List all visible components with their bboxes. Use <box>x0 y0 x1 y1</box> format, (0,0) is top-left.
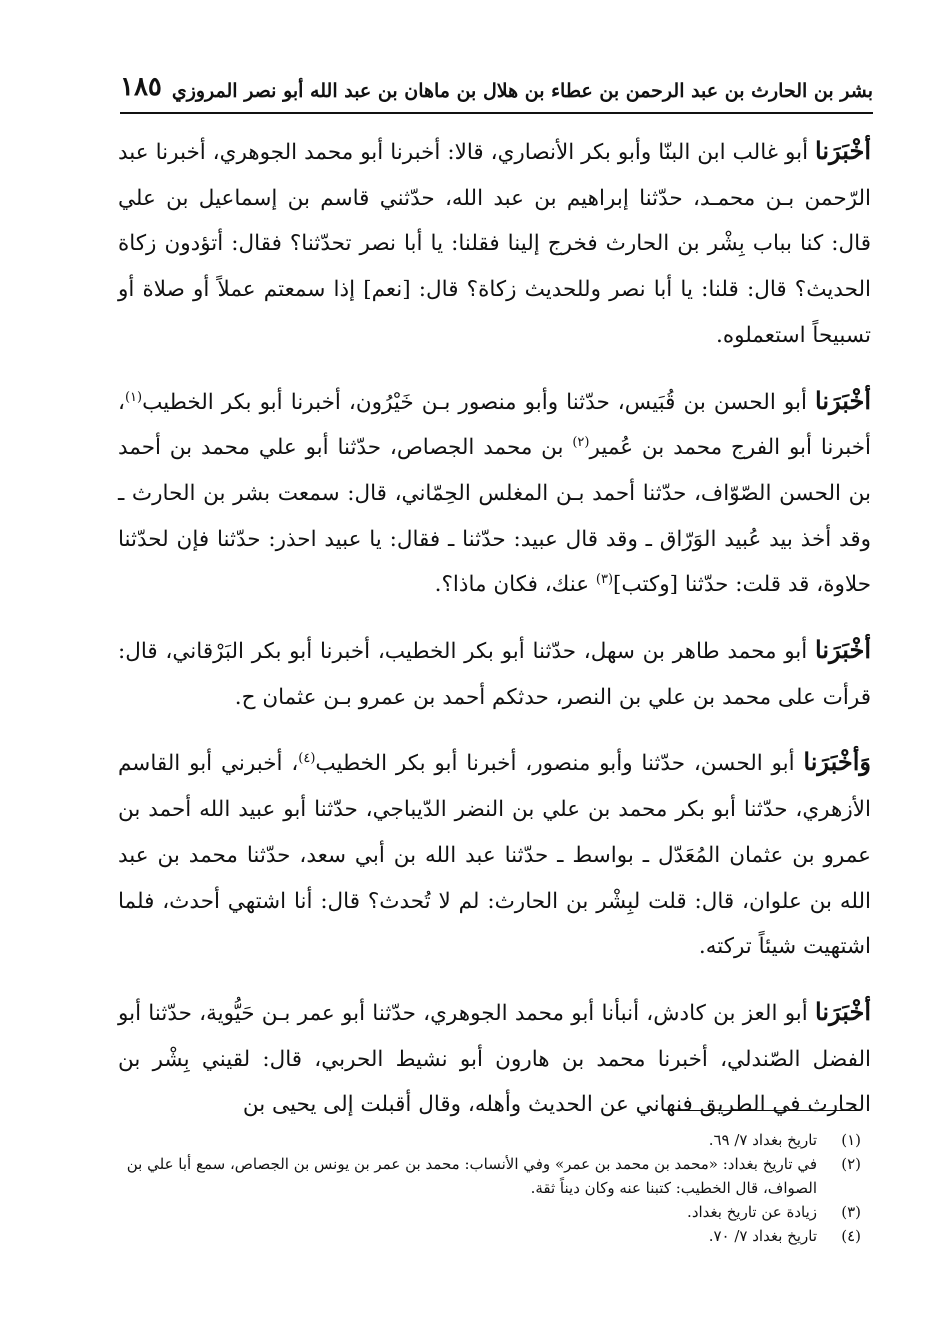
paragraph-lead: وَأخْبَرَنا <box>803 747 871 777</box>
footnote-text: زيادة عن تاريخ بغداد. <box>687 1203 817 1221</box>
footnote-ref-3: (٣) <box>595 572 614 588</box>
paragraph-2 <box>118 378 871 609</box>
footnote-separator <box>678 1110 858 1111</box>
footnotes <box>118 1128 861 1248</box>
footnote-ref-2: (٢) <box>572 435 590 451</box>
footnote-ref-4: (٤) <box>298 751 316 767</box>
footnote-number: (٣) <box>841 1203 861 1221</box>
page-number: ١٨٥ <box>120 72 162 102</box>
paragraph-text: بن محمد الجصاص، حدّثنا أبو علي محمد بن أحمد بن الحسن الصّوّاف، حدّثنا أحمد بـن المغلس الحِمّاني، قال: سمعت بشر بن الحارث ـ وقد أخذ بيد عُبيد الوَرّاق ـ وقد قال عبيد: حدّثنا ـ فقال: يا عبيد احذر: حدّثنا فإن لحدّثنا حلاوة، قد قلت: حدّثنا [وكتب] <box>118 435 871 598</box>
paragraph-4 <box>118 739 871 970</box>
footnote-text: في تاريخ بغداد: «محمد بن محمد بن عمر» وفي الأنساب: محمد بن عمر بن يونس بن الجصاص، سمع أبا علي بن الصواف، قال الخطيب: كتبنا عنه وكان ديناً ثقة. <box>126 1155 817 1197</box>
paragraph-text: أبو الحسن بن قُبَيس، حدّثنا وأبو منصور بـن خَيْرُون، أخبرنا أبو بكر الخطيب <box>142 389 816 415</box>
paragraph-lead: أخْبَرَنا <box>815 635 871 665</box>
footnote-number: (٢) <box>841 1155 861 1173</box>
footnote-2 <box>118 1152 861 1200</box>
footnote-text: تاريخ بغداد ٧/ ٦٩. <box>708 1131 817 1149</box>
paragraph-3 <box>118 627 871 720</box>
paragraph-lead: أخْبَرَنا <box>815 996 871 1026</box>
header-title: بشر بن الحارث بن عبد الرحمن بن عطاء بن هلال بن ماهان بن عبد الله أبو نصر المروزي <box>171 80 873 102</box>
paragraph-text: أبو غالب ابن البنّا وأبو بكر الأنصاري، قالا: أخبرنا أبو محمد الجوهري، أخبرنا عبد الرّحمن بـن محمـد، حدّثنا إبراهيم بن عبد الله، حدّثني قاسم بن إسماعيل بن علي قال: كنا بباب بِشْر بن الحارث فخرج إلينا فقلنا: يا أبا نصر تحدّثنا؟ فقال: أتؤدون زكاة الحديث؟ قال: قلنا: يا أبا نصر وللحديث زكاة؟ قال: [نعم] إذا سمعتم عملاً أو صلاة أو تسبيحاً استعملوه. <box>118 140 872 348</box>
paragraph-5 <box>118 989 871 1128</box>
paragraph-text: أبو محمد طاهر بن سهل، حدّثنا أبو بكر الخطيب، أخبرنا أبو بكر البَرْقاني، قال: قرأت على محمد بن علي بن النصر، حدثكم أحمد بن عمرو بـن عثمان ح. <box>118 639 871 710</box>
running-header <box>120 58 873 114</box>
paragraph-1 <box>118 128 871 359</box>
footnote-number: (٤) <box>841 1227 861 1245</box>
footnote-text: تاريخ بغداد ٧/ ٧٠. <box>708 1227 817 1245</box>
footnote-4 <box>118 1224 861 1248</box>
footnote-number: (١) <box>841 1131 861 1149</box>
footnote-3 <box>118 1200 861 1224</box>
paragraph-text: ، أخبرني أبو القاسم الأزهري، حدّثنا أبو بكر محمد بن علي بن النضر الدّيباجي، حدّثنا أبو عبيد الله أحمد بن عمرو بن عثمان المُعَدّل ـ بواسط ـ حدّثنا عبد الله بن أبي سعد، حدّثنا محمد بن عبد الله بن علوان، قال: قلت لبِشْر بن الحارث: لم لا تُحدث؟ قال: أنا اشتهي أحدث، فلما اشتهيت شيئاً تركته. <box>118 751 871 960</box>
paragraph-text: ، أخبرنا أبو الفرج محمد بن عُمير <box>118 389 871 461</box>
paragraph-text: عنك، فكان ماذا؟. <box>434 572 596 598</box>
footnote-ref-1: (١) <box>124 389 143 405</box>
footnote-1 <box>118 1128 861 1152</box>
paragraph-lead: أخْبَرَنا <box>815 385 871 415</box>
paragraph-text: أبو العز بن كادش، أنبأنا أبو محمد الجوهري، حدّثنا أبو عمر بـن حَيُّوية، حدّثنا أبو الفضل الصّندلي، أخبرنا محمد بن هارون أبو نشيط الحربي، قال: لقيني بِشْر بن الحارث في الطريق فنهاني عن الحديث وأهله، وقال أقبلت إلى يحيى بن <box>118 1000 871 1118</box>
paragraph-text: أبو الحسن، حدّثنا وأبو منصور، أخبرنا أبو بكر الخطيب <box>315 751 804 777</box>
paragraph-lead: أخْبَرَنا <box>815 136 871 165</box>
main-text <box>118 128 871 1147</box>
